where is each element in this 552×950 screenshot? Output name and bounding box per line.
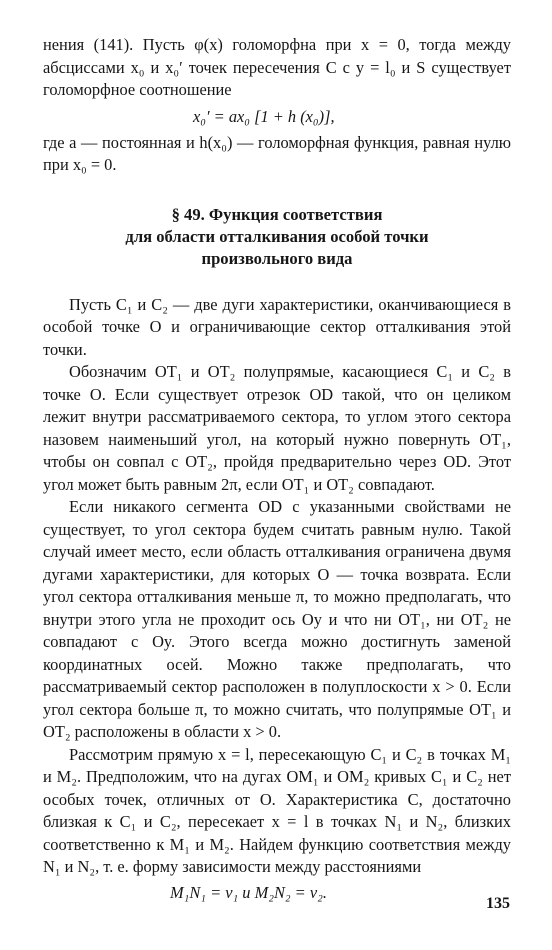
body-paragraph: Рассмотрим прямую x = l, пересекающую C₁ и C₂ в точках M₁ и M₂. Предположим, что на дугах OM₁ и OM₂ кривых C₁ и C₂ нет особых точек, отличных от O. Характеристика C, достаточно близкая к C₁ и C₂, пересекает x = l в точках N₁ и N₂, близких соответственно к M₁ и M₂. Найдем функцию соответствия между N₁ и N₂, т. е. форму зависимости между расстояниями xyxy=(43,744,511,876)
paragraph-continuation: нения (141). Пусть φ(x) голоморфна при x = 0, тогда между абсциссами x₀ и x₀′ точек пересечения C с y = l₀ и S существует голоморфное соотношение xyxy=(43,35,511,99)
formula-distances: M₁N₁ = v₁ и M₂N₂ = v₂. xyxy=(170,882,327,902)
section-heading-line: § 49. Функция соответствия xyxy=(171,204,383,224)
formula-relation: x₀′ = ax₀ [1 + h (x₀)], xyxy=(193,106,335,126)
page-content xyxy=(43,34,511,908)
body-paragraph: Пусть C₁ и C₂ — две дуги характеристики, оканчивающиеся в особой точке O и ограничивающие сектор отталкивания этой точки. xyxy=(43,294,511,359)
page-number: 135 xyxy=(486,895,510,912)
section-heading-line: для области отталкивания особой точки xyxy=(125,226,429,246)
section-heading-line: произвольного вида xyxy=(201,248,353,268)
section-heading xyxy=(43,204,511,270)
body-paragraph: Если никакого сегмента OD с указанными свойствами не существует, то угол сектора будем считать равным нулю. Такой случай имеет место, если область отталкивания ограничена двумя дугами характеристики, для которых O — точка возврата. Если угол сектора отталкивания меньше π, то можно предполагать, что внутри этого угла не проходит ось Oy и что ни OT₁, ни OT₂ не совпадают с Oy. Этого всегда можно достигнуть заменой координатных осей. Можно также предполагать, что рассматриваемый сектор расположен в полуплоскости x > 0. Если угол сектора больше π, то можно считать, что полупрямые OT₁ и OT₂ расположены в области x > 0. xyxy=(43,497,511,741)
paragraph-definition: где a — постоянная и h(x₀) — голоморфная функция, равная нулю при x₀ = 0. xyxy=(43,132,511,174)
body-paragraph: Обозначим OT₁ и OT₂ полупрямые, касающиеся C₁ и C₂ в точке O. Если существует отрезок OD такой, что он целиком лежит внутри рассматриваемого сектора, то углом этого сектора назовем наименьший угол, на который нужно повернуть OT₁, чтобы он совпал с OT₂, пройдя предварительно через OD. Этот угол может быть равным 2π, если OT₁ и OT₂ совпадают. xyxy=(43,362,511,494)
